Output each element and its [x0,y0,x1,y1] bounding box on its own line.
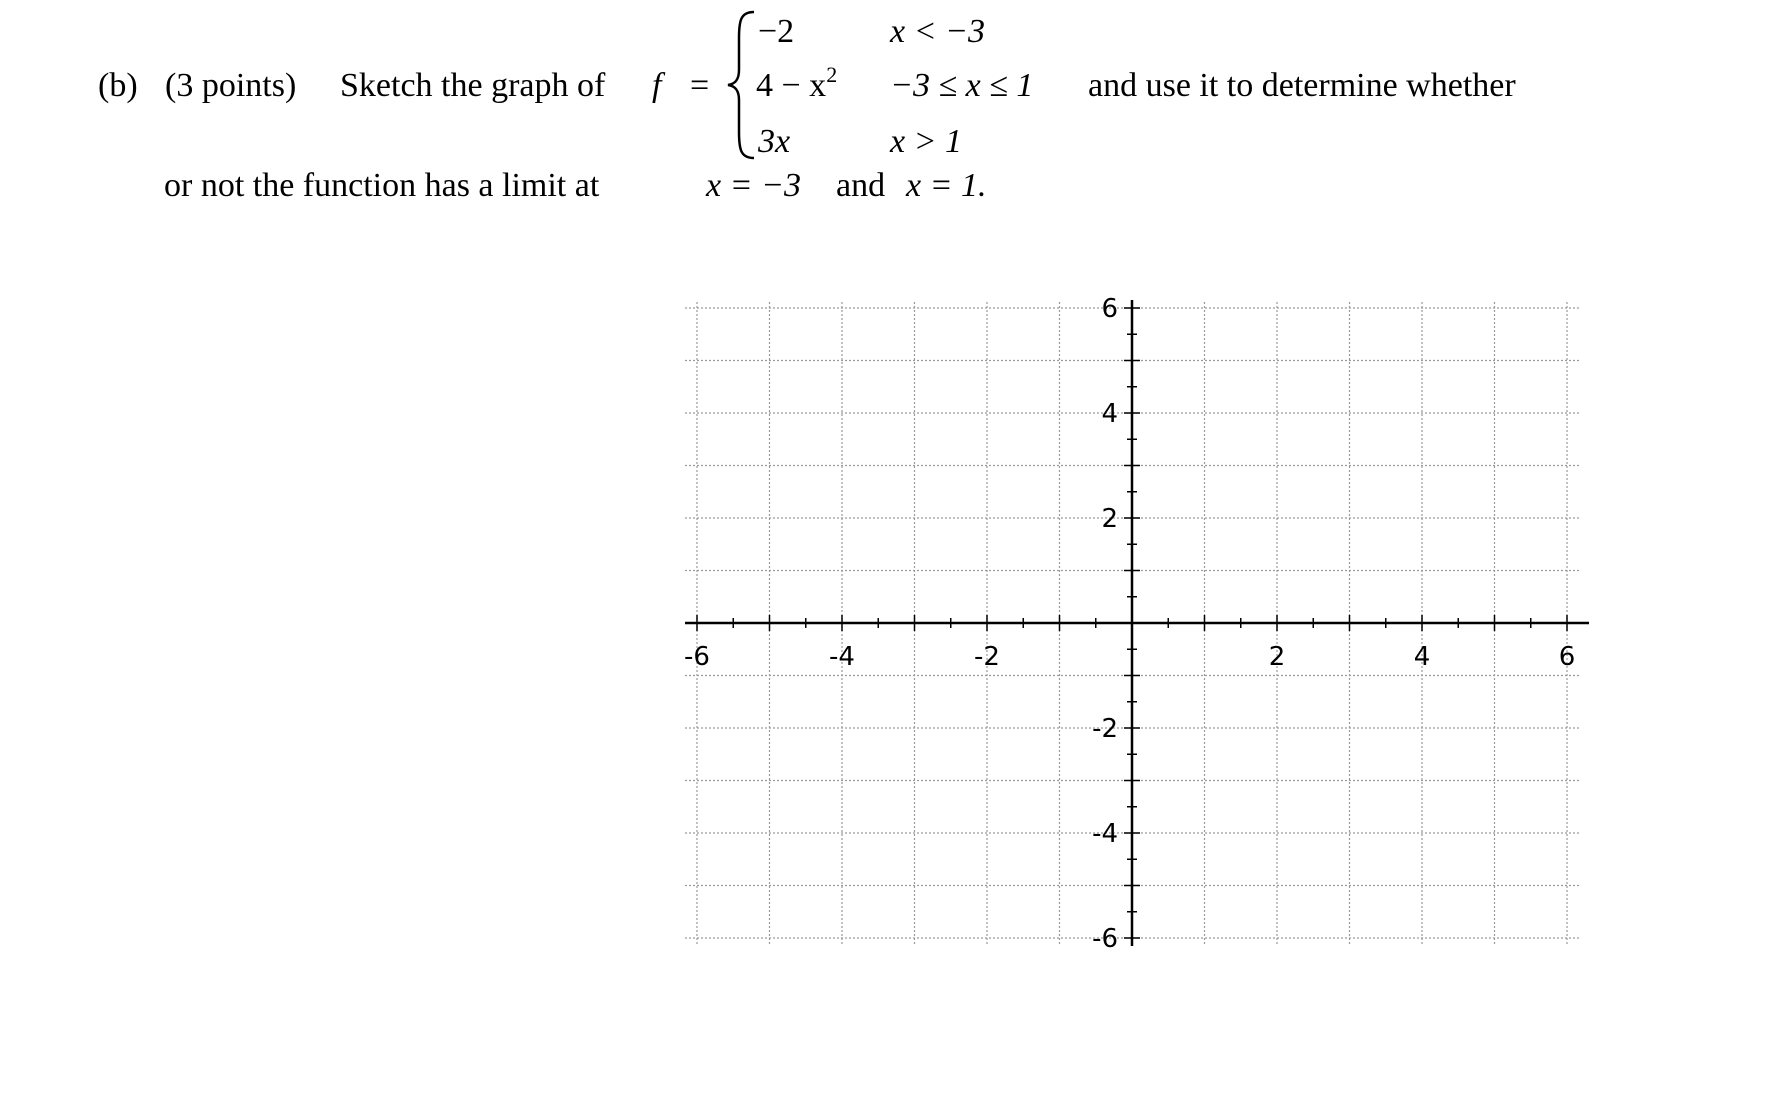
x-tick-label: -2 [974,642,1000,672]
case-3-expression: 3x [758,123,791,160]
line-1-tail-text: and use it to determine whether [1088,67,1516,104]
problem-points: (3 points) [165,67,297,104]
case-2-expression: $4 - x^2$ [756,62,838,104]
limit-point-1: x = −3 [706,167,801,204]
y-tick-label: 2 [1101,504,1118,534]
problem-lead-text: Sketch the graph of [340,67,606,104]
function-name: f [652,67,662,104]
equals-sign: = [690,67,710,104]
x-tick-label: 4 [1413,642,1431,672]
problem-label: (b) [98,67,138,104]
case-2-condition: −3 ≤ x ≤ 1 [890,67,1034,104]
line-2-and: and [836,167,886,204]
y-tick-label: -6 [1092,924,1118,954]
x-tick-label: -6 [684,642,710,672]
y-tick-label: -4 [1092,819,1118,849]
case-1-condition: x < −3 [890,13,985,50]
y-tick-label: 4 [1101,399,1118,429]
x-tick-label: 6 [1558,642,1576,672]
x-tick-label: -4 [829,642,855,672]
y-tick-label: 6 [1101,294,1118,324]
y-tick-label: -2 [1092,714,1118,744]
line-2-text: or not the function has a limit at [164,167,600,204]
case-3-condition: x > 1 [890,123,963,160]
limit-point-2: x = 1. [906,167,987,204]
case-1-expression: −2 [758,13,795,50]
x-tick-label: 2 [1268,642,1286,672]
case-2-exponent: 2 [826,62,838,87]
